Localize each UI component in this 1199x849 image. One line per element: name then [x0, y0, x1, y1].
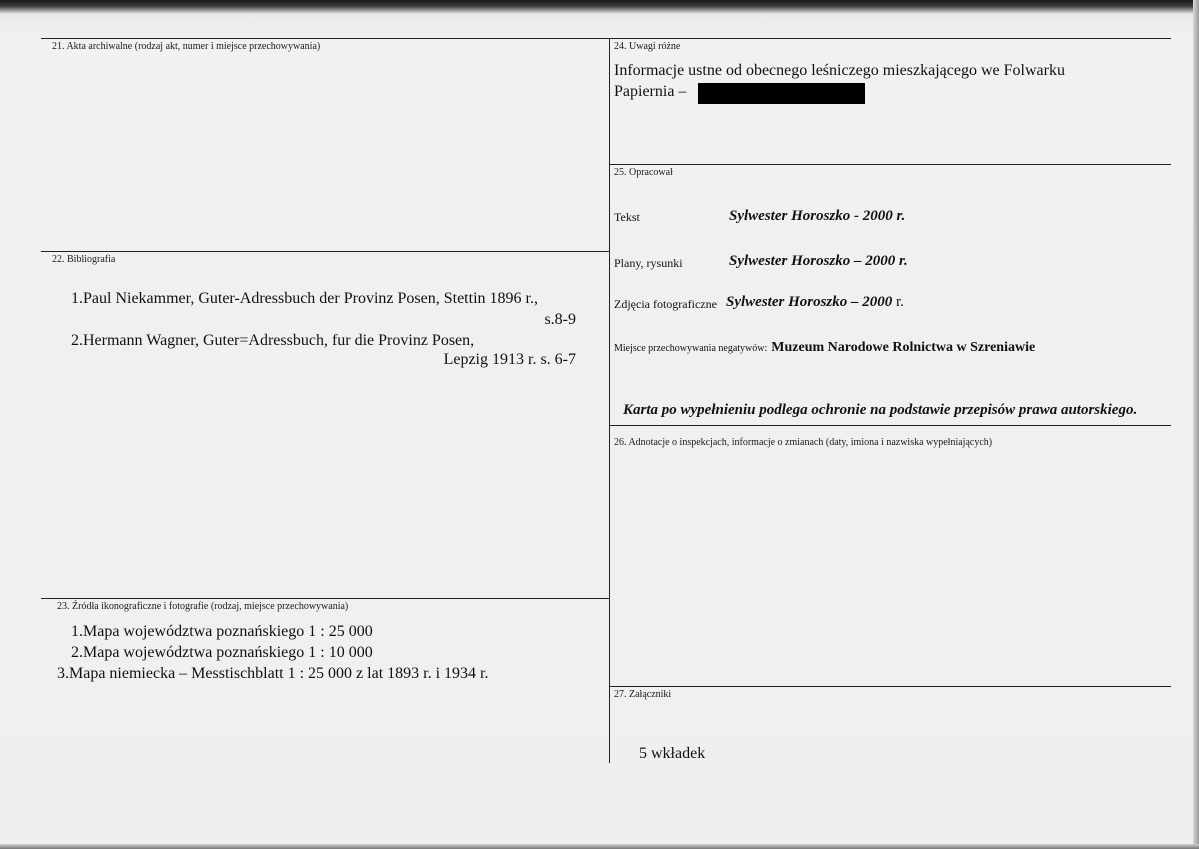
- section-23-label: 23. Źródła ikonograficzne i fotografie (rodzaj, miejsce przechowywania): [57, 601, 349, 612]
- attachments-content: 5 wkładek: [639, 745, 706, 762]
- negatives-key: Miejsce przechowywania negatywów:: [614, 343, 768, 354]
- bibliography-item-1-pages: s.8-9: [544, 311, 576, 328]
- remarks-line-2: Papiernia –: [614, 83, 687, 100]
- bibliography-item-2: 2.Hermann Wagner, Guter=Adressbuch, fur die Provinz Posen,: [71, 332, 475, 349]
- author-row-photos-value-wrap: [726, 294, 904, 311]
- negatives-value: Muzeum Narodowe Rolnictwa w Szreniawie: [771, 340, 1036, 355]
- bibliography-item-1: 1.Paul Niekammer, Guter-Adressbuch der Provinz Posen, Stettin 1896 r.,: [71, 290, 538, 307]
- author-row-photos-value: Sylwester Horoszko – 2000: [726, 294, 893, 310]
- section-21-label: 21. Akta archiwalne (rodzaj akt, numer i miejsce przechowywania): [52, 41, 321, 52]
- iconography-item-2: 2.Mapa województwa poznańskiego 1 : 10 000: [71, 644, 373, 661]
- rule-25-26: [609, 425, 1171, 426]
- scan-edge-right: [1193, 0, 1199, 849]
- top-rule: [41, 38, 1171, 39]
- author-row-photos-suffix: r.: [892, 294, 904, 310]
- redaction-bar: [698, 83, 865, 104]
- scan-edge-bottom: [0, 844, 1199, 849]
- author-row-text-value: Sylwester Horoszko - 2000 r.: [729, 208, 906, 224]
- section-24-label: 24. Uwagi różne: [614, 41, 681, 52]
- negatives-row: [614, 338, 1035, 356]
- iconography-item-3: 3.Mapa niemiecka – Messtischblatt 1 : 25 000 z lat 1893 r. i 1934 r.: [57, 665, 489, 682]
- author-row-photos-key: Zdjęcia fotograficzne: [614, 297, 717, 311]
- bibliography-item-2-pages: Lepzig 1913 r. s. 6-7: [443, 351, 576, 368]
- author-row-drawings-key: Plany, rysunki: [614, 256, 683, 270]
- rule-26-27: [609, 686, 1171, 687]
- remarks-line-1: Informacje ustne od obecnego leśniczego mieszkającego we Folwarku: [614, 62, 1065, 79]
- rule-22-23: [41, 598, 609, 599]
- section-27-label: 27. Załączniki: [614, 689, 672, 700]
- section-25-label: 25. Opracował: [614, 167, 673, 178]
- author-row-drawings-value: Sylwester Horoszko – 2000 r.: [729, 253, 908, 269]
- section-22-label: 22. Bibliografia: [52, 254, 116, 265]
- rule-21-22: [41, 251, 609, 252]
- rule-24-25: [609, 164, 1171, 165]
- iconography-item-1: 1.Mapa województwa poznańskiego 1 : 25 000: [71, 623, 373, 640]
- copyright-notice: Karta po wypełnieniu podlega ochronie na podstawie przepisów prawa autorskiego.: [623, 402, 1138, 418]
- section-26-label: 26. Adnotacje o inspekcjach, informacje o zmianach (daty, imiona i nazwiska wypełniających): [614, 437, 993, 448]
- column-divider: [609, 38, 610, 763]
- author-row-text-key: Tekst: [614, 210, 640, 224]
